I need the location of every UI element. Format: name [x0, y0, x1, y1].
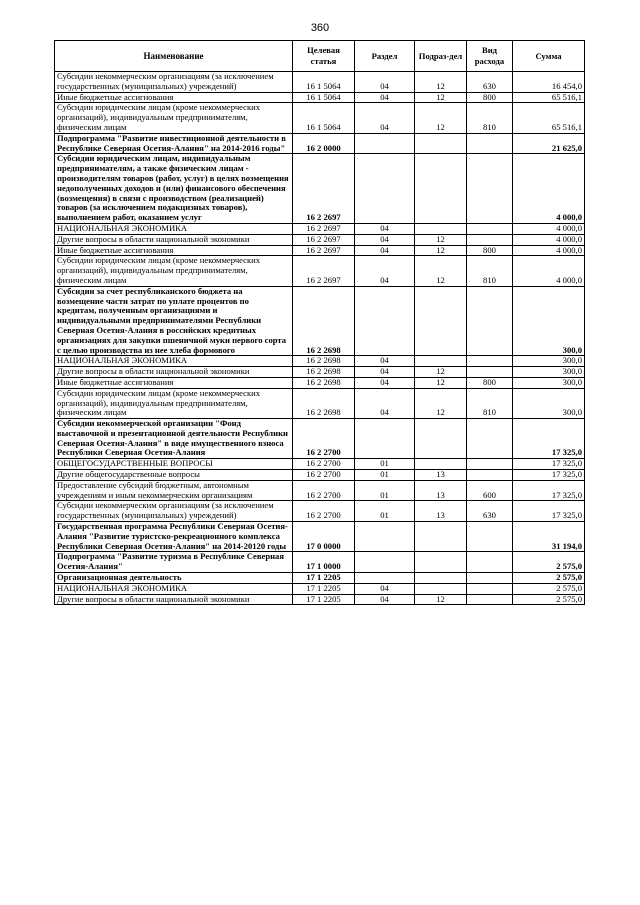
- row-subsection: [415, 522, 467, 552]
- row-target: 16 1 5064: [293, 103, 355, 133]
- table-row: [55, 419, 585, 459]
- row-name: Другие вопросы в области национальной экономики: [55, 594, 293, 605]
- row-target: 16 2 2697: [293, 256, 355, 286]
- row-name: Организационная деятельность: [55, 573, 293, 584]
- row-target: 17 1 2205: [293, 594, 355, 605]
- row-section: 04: [355, 72, 415, 93]
- table-row: [55, 377, 585, 388]
- table-row: [55, 552, 585, 573]
- row-name: Государственная программа Республики Северная Осетия-Алания "Развитие туристско-рекреационного комплекса Республики Северная Осетия-Алания" на 2014-20120 годы: [55, 522, 293, 552]
- row-section: 01: [355, 470, 415, 481]
- row-section: [355, 286, 415, 356]
- row-target: 16 2 2698: [293, 367, 355, 378]
- row-section: 04: [355, 594, 415, 605]
- row-subsection: 12: [415, 594, 467, 605]
- row-sum: 300,0: [513, 388, 585, 418]
- table-row: [55, 133, 585, 154]
- row-exp-type: [467, 573, 513, 584]
- header-section: Раздел: [355, 41, 415, 72]
- row-target: 16 2 2700: [293, 459, 355, 470]
- row-subsection: [415, 459, 467, 470]
- table-row: [55, 256, 585, 286]
- row-target: 16 1 5064: [293, 72, 355, 93]
- row-target: 17 1 2205: [293, 573, 355, 584]
- row-section: [355, 154, 415, 224]
- row-subsection: [415, 573, 467, 584]
- row-section: 04: [355, 367, 415, 378]
- row-exp-type: [467, 470, 513, 481]
- table-row: [55, 501, 585, 522]
- table-row: [55, 356, 585, 367]
- row-name: Подпрограмма "Развитие инвестиционной деятельности в Республике Северная Осетия-Алания" на 2014-2016 годы": [55, 133, 293, 154]
- row-target: 16 1 5064: [293, 92, 355, 103]
- row-sum: 300,0: [513, 377, 585, 388]
- row-name: НАЦИОНАЛЬНАЯ ЭКОНОМИКА: [55, 356, 293, 367]
- row-section: 04: [355, 92, 415, 103]
- row-target: 17 1 0000: [293, 552, 355, 573]
- row-name: Подпрограмма "Развитие туризма в Республике Северная Осетия-Алания": [55, 552, 293, 573]
- row-subsection: 12: [415, 72, 467, 93]
- row-subsection: 12: [415, 377, 467, 388]
- row-subsection: 12: [415, 367, 467, 378]
- row-exp-type: [467, 234, 513, 245]
- row-section: 04: [355, 245, 415, 256]
- row-sum: 2 575,0: [513, 594, 585, 605]
- row-section: 04: [355, 377, 415, 388]
- row-sum: 16 454,0: [513, 72, 585, 93]
- row-exp-type: [467, 583, 513, 594]
- row-sum: 2 575,0: [513, 583, 585, 594]
- row-exp-type: [467, 133, 513, 154]
- table-row: [55, 459, 585, 470]
- table-row: [55, 522, 585, 552]
- row-sum: 4 000,0: [513, 223, 585, 234]
- row-target: 17 1 2205: [293, 583, 355, 594]
- row-sum: 300,0: [513, 356, 585, 367]
- row-name: Иные бюджетные ассигнования: [55, 245, 293, 256]
- row-subsection: [415, 356, 467, 367]
- row-subsection: [415, 223, 467, 234]
- row-sum: 17 325,0: [513, 419, 585, 459]
- row-exp-type: 600: [467, 480, 513, 501]
- row-exp-type: [467, 286, 513, 356]
- row-section: 01: [355, 501, 415, 522]
- row-sum: 300,0: [513, 367, 585, 378]
- row-exp-type: 630: [467, 501, 513, 522]
- row-sum: 4 000,0: [513, 154, 585, 224]
- row-subsection: [415, 154, 467, 224]
- row-exp-type: 810: [467, 388, 513, 418]
- row-subsection: 12: [415, 92, 467, 103]
- row-sum: 2 575,0: [513, 573, 585, 584]
- row-exp-type: [467, 419, 513, 459]
- row-subsection: [415, 133, 467, 154]
- row-name: ОБЩЕГОСУДАРСТВЕННЫЕ ВОПРОСЫ: [55, 459, 293, 470]
- row-sum: 65 516,1: [513, 103, 585, 133]
- row-target: 16 2 2697: [293, 223, 355, 234]
- row-name: Субсидии за счет республиканского бюджета на возмещение части затрат по уплате процентов по кредитам, полученным организациями и индивидуальными предпринимателями Республики Северная Осетия-Алания в российских кредитных организациях для закупки пшеничной муки первого сорта с целью производства из нее хлеба формового: [55, 286, 293, 356]
- row-exp-type: 800: [467, 245, 513, 256]
- row-name: Субсидии некоммерческой организации "Фонд выставочной и презентационной деятельности Республики Северная Осетия-Алания" в виде имущественного взноса Республики Северная Осетия-Алания: [55, 419, 293, 459]
- row-exp-type: 800: [467, 377, 513, 388]
- table-row: [55, 286, 585, 356]
- row-name: НАЦИОНАЛЬНАЯ ЭКОНОМИКА: [55, 223, 293, 234]
- table-row: [55, 367, 585, 378]
- row-target: 16 2 2700: [293, 470, 355, 481]
- row-target: 16 2 2698: [293, 286, 355, 356]
- row-sum: 17 325,0: [513, 480, 585, 501]
- row-section: 04: [355, 356, 415, 367]
- row-exp-type: 810: [467, 256, 513, 286]
- row-subsection: 13: [415, 470, 467, 481]
- row-sum: 17 325,0: [513, 459, 585, 470]
- table-row: [55, 154, 585, 224]
- row-exp-type: [467, 154, 513, 224]
- row-section: [355, 133, 415, 154]
- row-subsection: [415, 286, 467, 356]
- row-subsection: 13: [415, 480, 467, 501]
- row-section: 01: [355, 459, 415, 470]
- row-name: Субсидии некоммерческим организациям (за исключением государственных (муниципальных) учреждений): [55, 72, 293, 93]
- table-header-row: [55, 41, 585, 72]
- row-subsection: 13: [415, 501, 467, 522]
- row-section: [355, 552, 415, 573]
- row-sum: 300,0: [513, 286, 585, 356]
- row-sum: 31 194,0: [513, 522, 585, 552]
- row-subsection: 12: [415, 245, 467, 256]
- table-row: [55, 573, 585, 584]
- row-subsection: 12: [415, 234, 467, 245]
- row-subsection: 12: [415, 388, 467, 418]
- table-row: [55, 72, 585, 93]
- row-section: [355, 522, 415, 552]
- row-exp-type: [467, 356, 513, 367]
- row-exp-type: 810: [467, 103, 513, 133]
- header-target: Целевая статья: [293, 41, 355, 72]
- row-subsection: [415, 583, 467, 594]
- row-section: 04: [355, 256, 415, 286]
- row-target: 16 2 2700: [293, 480, 355, 501]
- table-row: [55, 92, 585, 103]
- row-sum: 2 575,0: [513, 552, 585, 573]
- row-name: Предоставление субсидий бюджетным, автономным учреждениям и иным некоммерческим организациям: [55, 480, 293, 501]
- row-section: 04: [355, 583, 415, 594]
- row-sum: 21 625,0: [513, 133, 585, 154]
- table-row: [55, 223, 585, 234]
- table-row: [55, 388, 585, 418]
- row-target: 16 2 2700: [293, 419, 355, 459]
- row-exp-type: 630: [467, 72, 513, 93]
- row-name: Другие вопросы в области национальной экономики: [55, 234, 293, 245]
- row-section: 04: [355, 388, 415, 418]
- row-name: Субсидии юридическим лицам, индивидуальным предпринимателям, а также физическим лицам - производителям товаров (работ, услуг) в целях возмещения недополученных доходов и (или) финансового обеспечения (возмещения) в связи с производством (реализацией) товаров (за исключением подакцизных товаров), выполнением работ, оказанием услуг: [55, 154, 293, 224]
- row-target: 16 2 2700: [293, 501, 355, 522]
- row-section: 04: [355, 234, 415, 245]
- row-name: Субсидии юридическим лицам (кроме некоммерческих организаций), индивидуальным предпринимателям, физическим лицам: [55, 388, 293, 418]
- table-row: [55, 583, 585, 594]
- row-sum: 4 000,0: [513, 245, 585, 256]
- row-target: 16 2 2697: [293, 245, 355, 256]
- header-subsection: Подраз-дел: [415, 41, 467, 72]
- row-subsection: 12: [415, 103, 467, 133]
- budget-table: [54, 40, 585, 605]
- table-row: [55, 470, 585, 481]
- row-target: 16 2 2698: [293, 377, 355, 388]
- row-target: 16 2 2697: [293, 234, 355, 245]
- table-row: [55, 245, 585, 256]
- row-subsection: 12: [415, 256, 467, 286]
- row-name: Субсидии юридическим лицам (кроме некоммерческих организаций), индивидуальным предпринимателям, физическим лицам: [55, 256, 293, 286]
- row-exp-type: [467, 223, 513, 234]
- row-target: 16 2 2697: [293, 154, 355, 224]
- table-row: [55, 234, 585, 245]
- row-exp-type: [467, 459, 513, 470]
- row-name: НАЦИОНАЛЬНАЯ ЭКОНОМИКА: [55, 583, 293, 594]
- row-sum: 4 000,0: [513, 234, 585, 245]
- row-sum: 17 325,0: [513, 470, 585, 481]
- row-exp-type: 800: [467, 92, 513, 103]
- row-name: Субсидии юридическим лицам (кроме некоммерческих организаций), индивидуальным предпринимателям, физическим лицам: [55, 103, 293, 133]
- row-section: 01: [355, 480, 415, 501]
- row-sum: 65 516,1: [513, 92, 585, 103]
- row-name: Другие общегосударственные вопросы: [55, 470, 293, 481]
- header-name: Наименование: [55, 41, 293, 72]
- row-exp-type: [467, 367, 513, 378]
- header-exp-type: Вид расхода: [467, 41, 513, 72]
- table-row: [55, 594, 585, 605]
- header-sum: Сумма: [513, 41, 585, 72]
- table-row: [55, 480, 585, 501]
- row-subsection: [415, 419, 467, 459]
- row-target: 17 0 0000: [293, 522, 355, 552]
- page-number: 360: [310, 22, 330, 34]
- row-sum: 4 000,0: [513, 256, 585, 286]
- row-exp-type: [467, 552, 513, 573]
- row-target: 16 2 2698: [293, 388, 355, 418]
- row-section: 04: [355, 223, 415, 234]
- row-sum: 17 325,0: [513, 501, 585, 522]
- row-name: Субсидии некоммерческим организациям (за исключением государственных (муниципальных) учреждений): [55, 501, 293, 522]
- row-name: Иные бюджетные ассигнования: [55, 92, 293, 103]
- row-exp-type: [467, 594, 513, 605]
- row-name: Другие вопросы в области национальной экономики: [55, 367, 293, 378]
- row-target: 16 2 2698: [293, 356, 355, 367]
- row-subsection: [415, 552, 467, 573]
- table-row: [55, 103, 585, 133]
- row-section: 04: [355, 103, 415, 133]
- row-section: [355, 419, 415, 459]
- row-exp-type: [467, 522, 513, 552]
- row-section: [355, 573, 415, 584]
- row-target: 16 2 0000: [293, 133, 355, 154]
- row-name: Иные бюджетные ассигнования: [55, 377, 293, 388]
